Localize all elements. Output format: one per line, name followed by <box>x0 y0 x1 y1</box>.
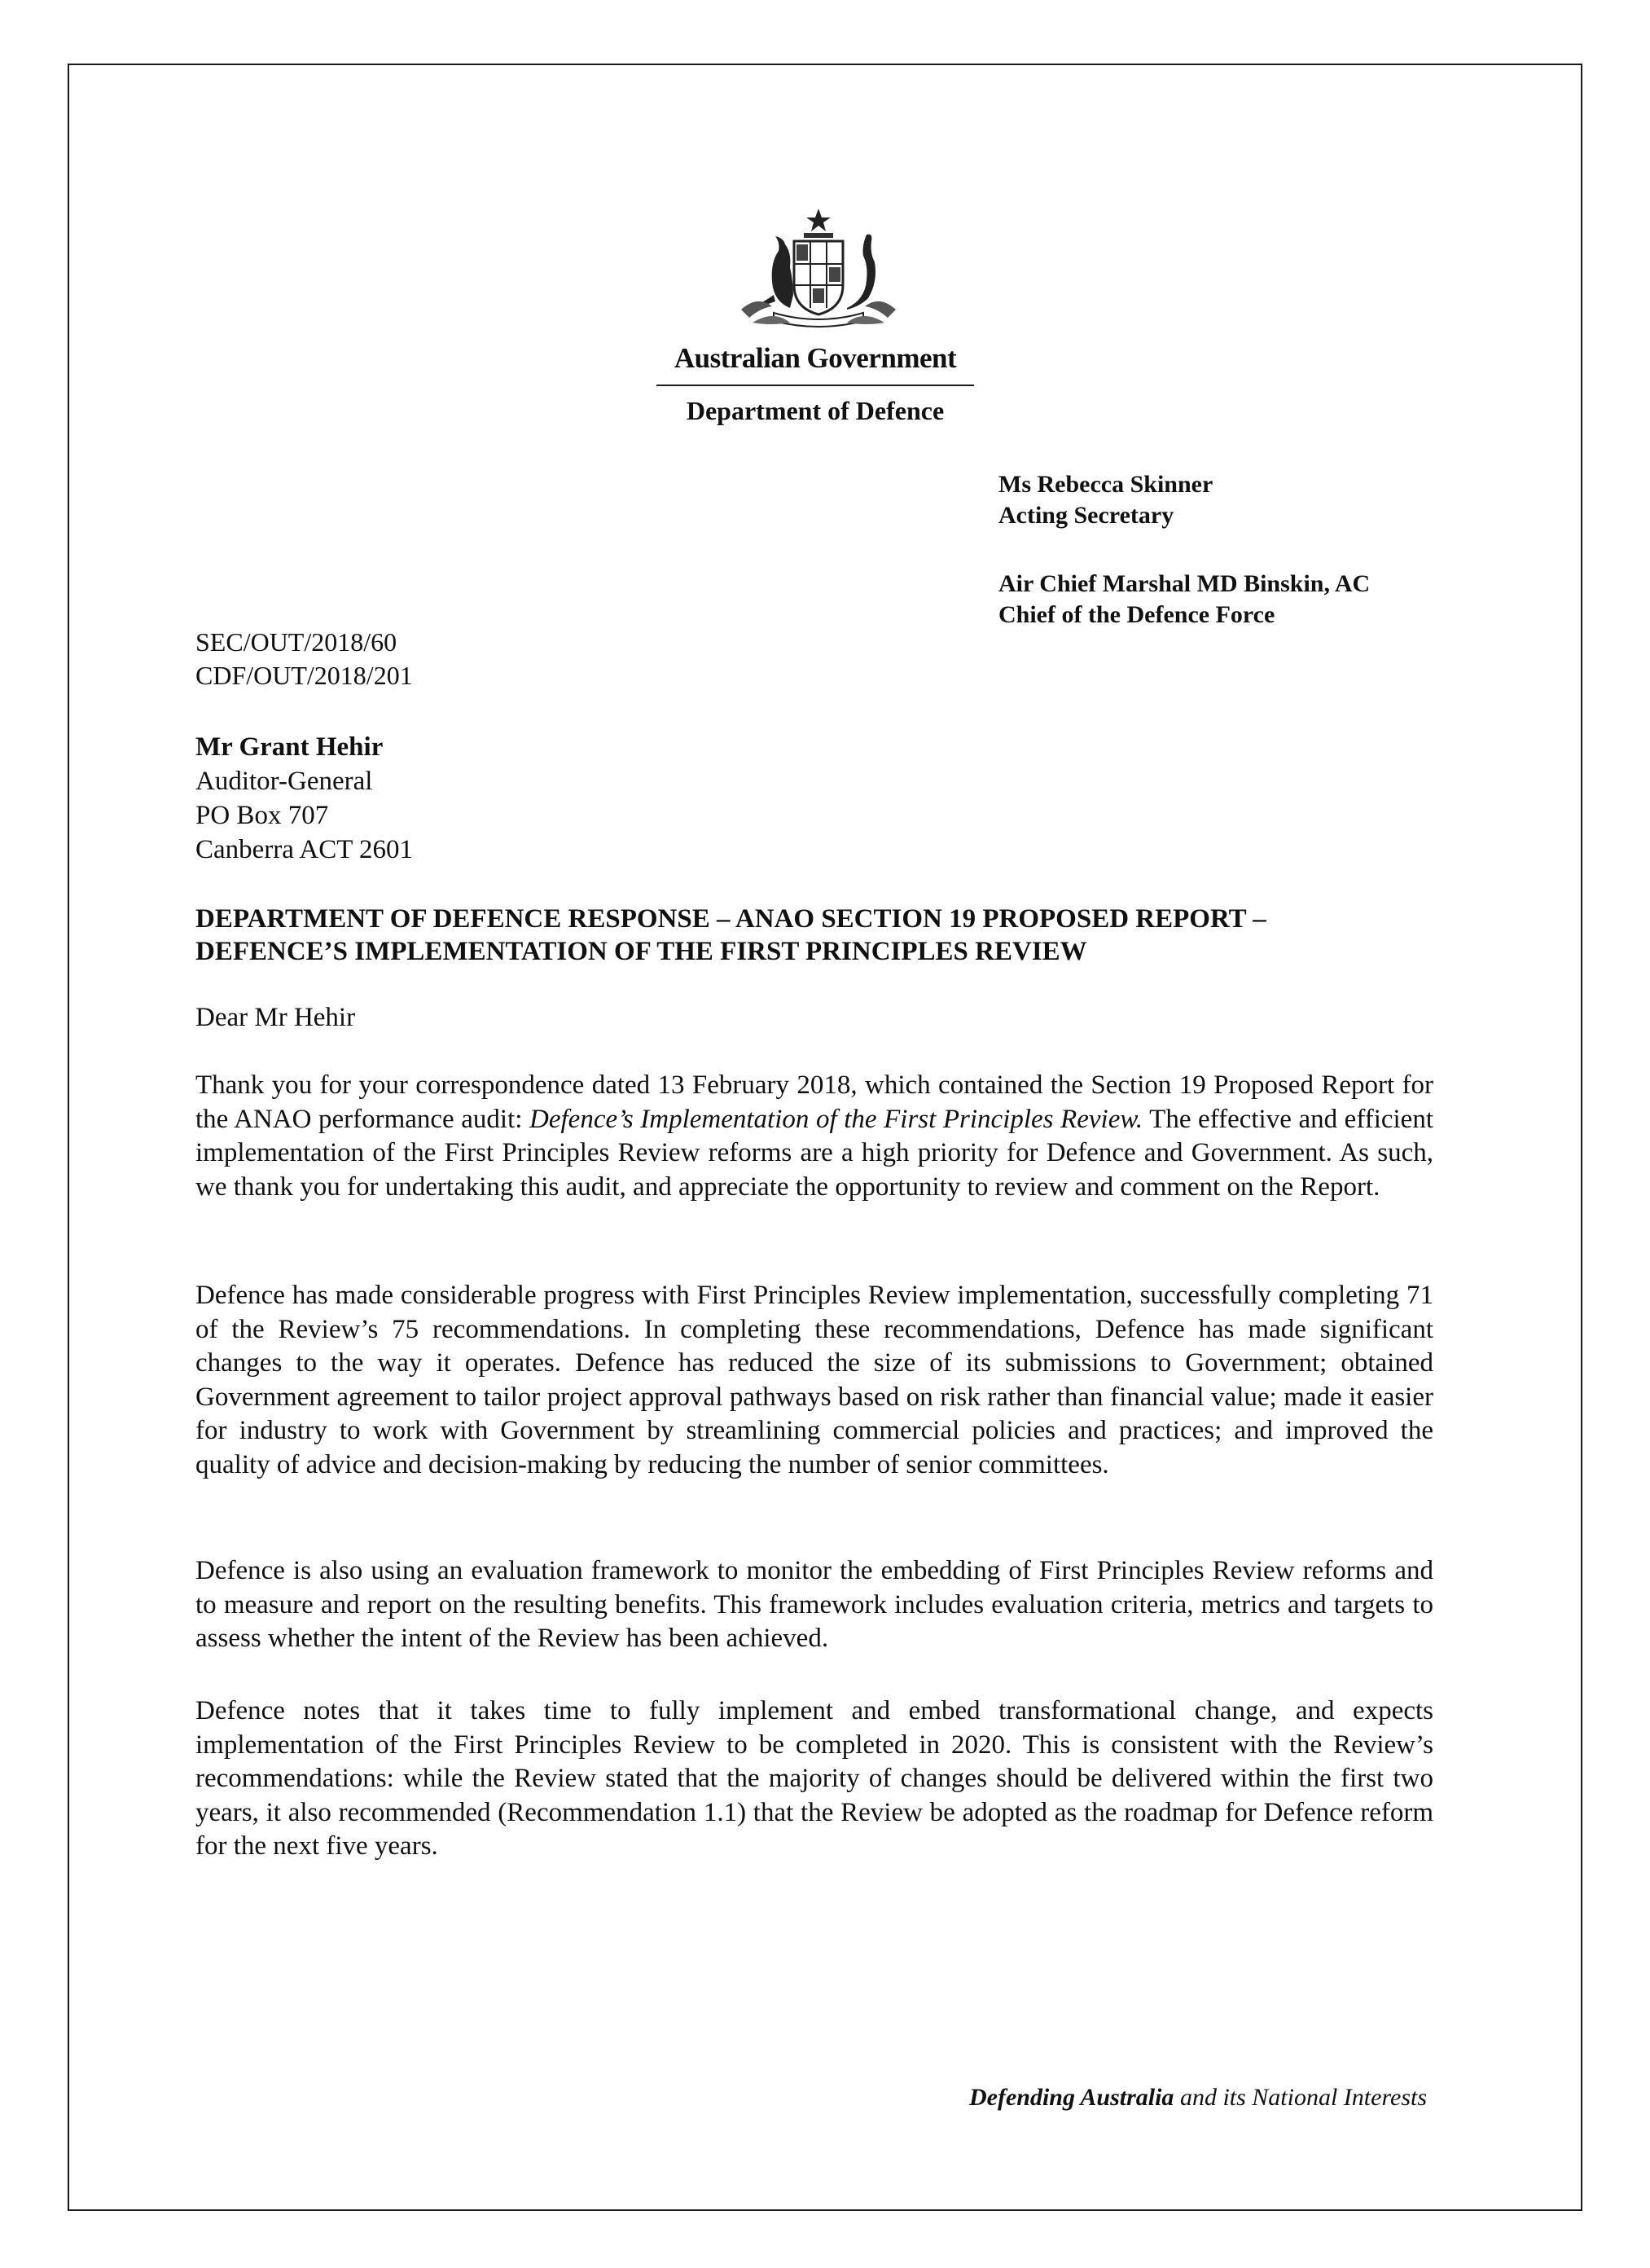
salutation: Dear Mr Hehir <box>195 1003 356 1032</box>
letterhead-divider <box>656 385 974 386</box>
body-paragraph-4: Defence notes that it takes time to fully implement and embed transformational change, and expects implementation of the First Principles Review to be completed in 2020. This is consistent with the Review’s recommendations: while the Review stated that the majority of changes should be delivered within the first two years, it also recommended (Recommendation 1.1) that the Review be adopted as the roadmap for Defence reform for the next five years. <box>195 1696 1433 1861</box>
signatory-title: Acting Secretary <box>998 502 1174 529</box>
addressee-name: Mr Grant Hehir <box>195 732 384 762</box>
reference-cdf: CDF/OUT/2018/201 <box>195 661 413 690</box>
body-paragraph-3: Defence is also using an evaluation framework to monitor the embedding of First Principles Review reforms and to measure and report on the resulting benefits. This framework includes evaluation criteria, metrics and targets to assess whether the intent of the Review has been achieved. <box>195 1556 1433 1653</box>
signatory-name: Air Chief Marshal MD Binskin, AC <box>998 570 1371 597</box>
addressee-address-line1: PO Box 707 <box>195 801 329 830</box>
motto-bold: Defending Australia <box>969 2084 1174 2111</box>
reference-secretary: SEC/OUT/2018/60 <box>195 627 397 657</box>
addressee-title: Auditor-General <box>195 767 373 796</box>
government-title: Australian Government <box>674 342 957 374</box>
motto-rest: and its National Interests <box>1174 2084 1427 2111</box>
body-paragraph-1 <box>195 1069 1433 1204</box>
signatory-title: Chief of the Defence Force <box>998 601 1275 628</box>
subject-line2: DEFENCE’S IMPLEMENTATION OF THE FIRST PRINCIPLES REVIEW <box>195 937 1087 966</box>
body-paragraph-2: Defence has made considerable progress with First Principles Review implementation, successfully completing 71 of the Review’s 75 recommendations. In completing these recommendations, Defence has made significant changes to the way it operates. Defence has reduced the size of its submissions to Government; obtained Government agreement to tailor project approval pathways based on risk rather than financial value; made it easier for industry to work with Government by streamlining commercial policies and practices; and improved the quality of advice and decision-making by reducing the number of senior committees. <box>195 1281 1433 1479</box>
subject-heading <box>195 903 1466 968</box>
signatory-name: Ms Rebecca Skinner <box>998 471 1213 498</box>
coat-of-arms-icon <box>725 204 912 334</box>
subject-line1: DEPARTMENT OF DEFENCE RESPONSE – ANAO SECTION 19 PROPOSED REPORT – <box>195 904 1266 934</box>
department-title: Department of Defence <box>686 396 945 425</box>
paragraph-1-end: The effective and efficient implementation of the First Principles Review reforms are a high priority for Defence and Government. As such, we thank you for undertaking this audit, and appreciate the opportunity to review and comment on the Report. <box>195 1104 1434 1202</box>
signatory-secretary <box>998 469 1213 531</box>
addressee-block <box>195 730 413 867</box>
report-title: Defence’s Implementation of the First Principles Review. <box>529 1104 1143 1134</box>
paragraph-1-start: Thank you for your correspondence dated 13 February 2018, which contained the Section 19 Proposed Report for the ANAO performance audit: <box>195 1070 1433 1134</box>
signatory-cdf <box>998 569 1370 631</box>
reference-numbers <box>195 626 413 692</box>
footer-motto <box>969 2082 1427 2113</box>
addressee-address-line2: Canberra ACT 2601 <box>195 835 414 864</box>
